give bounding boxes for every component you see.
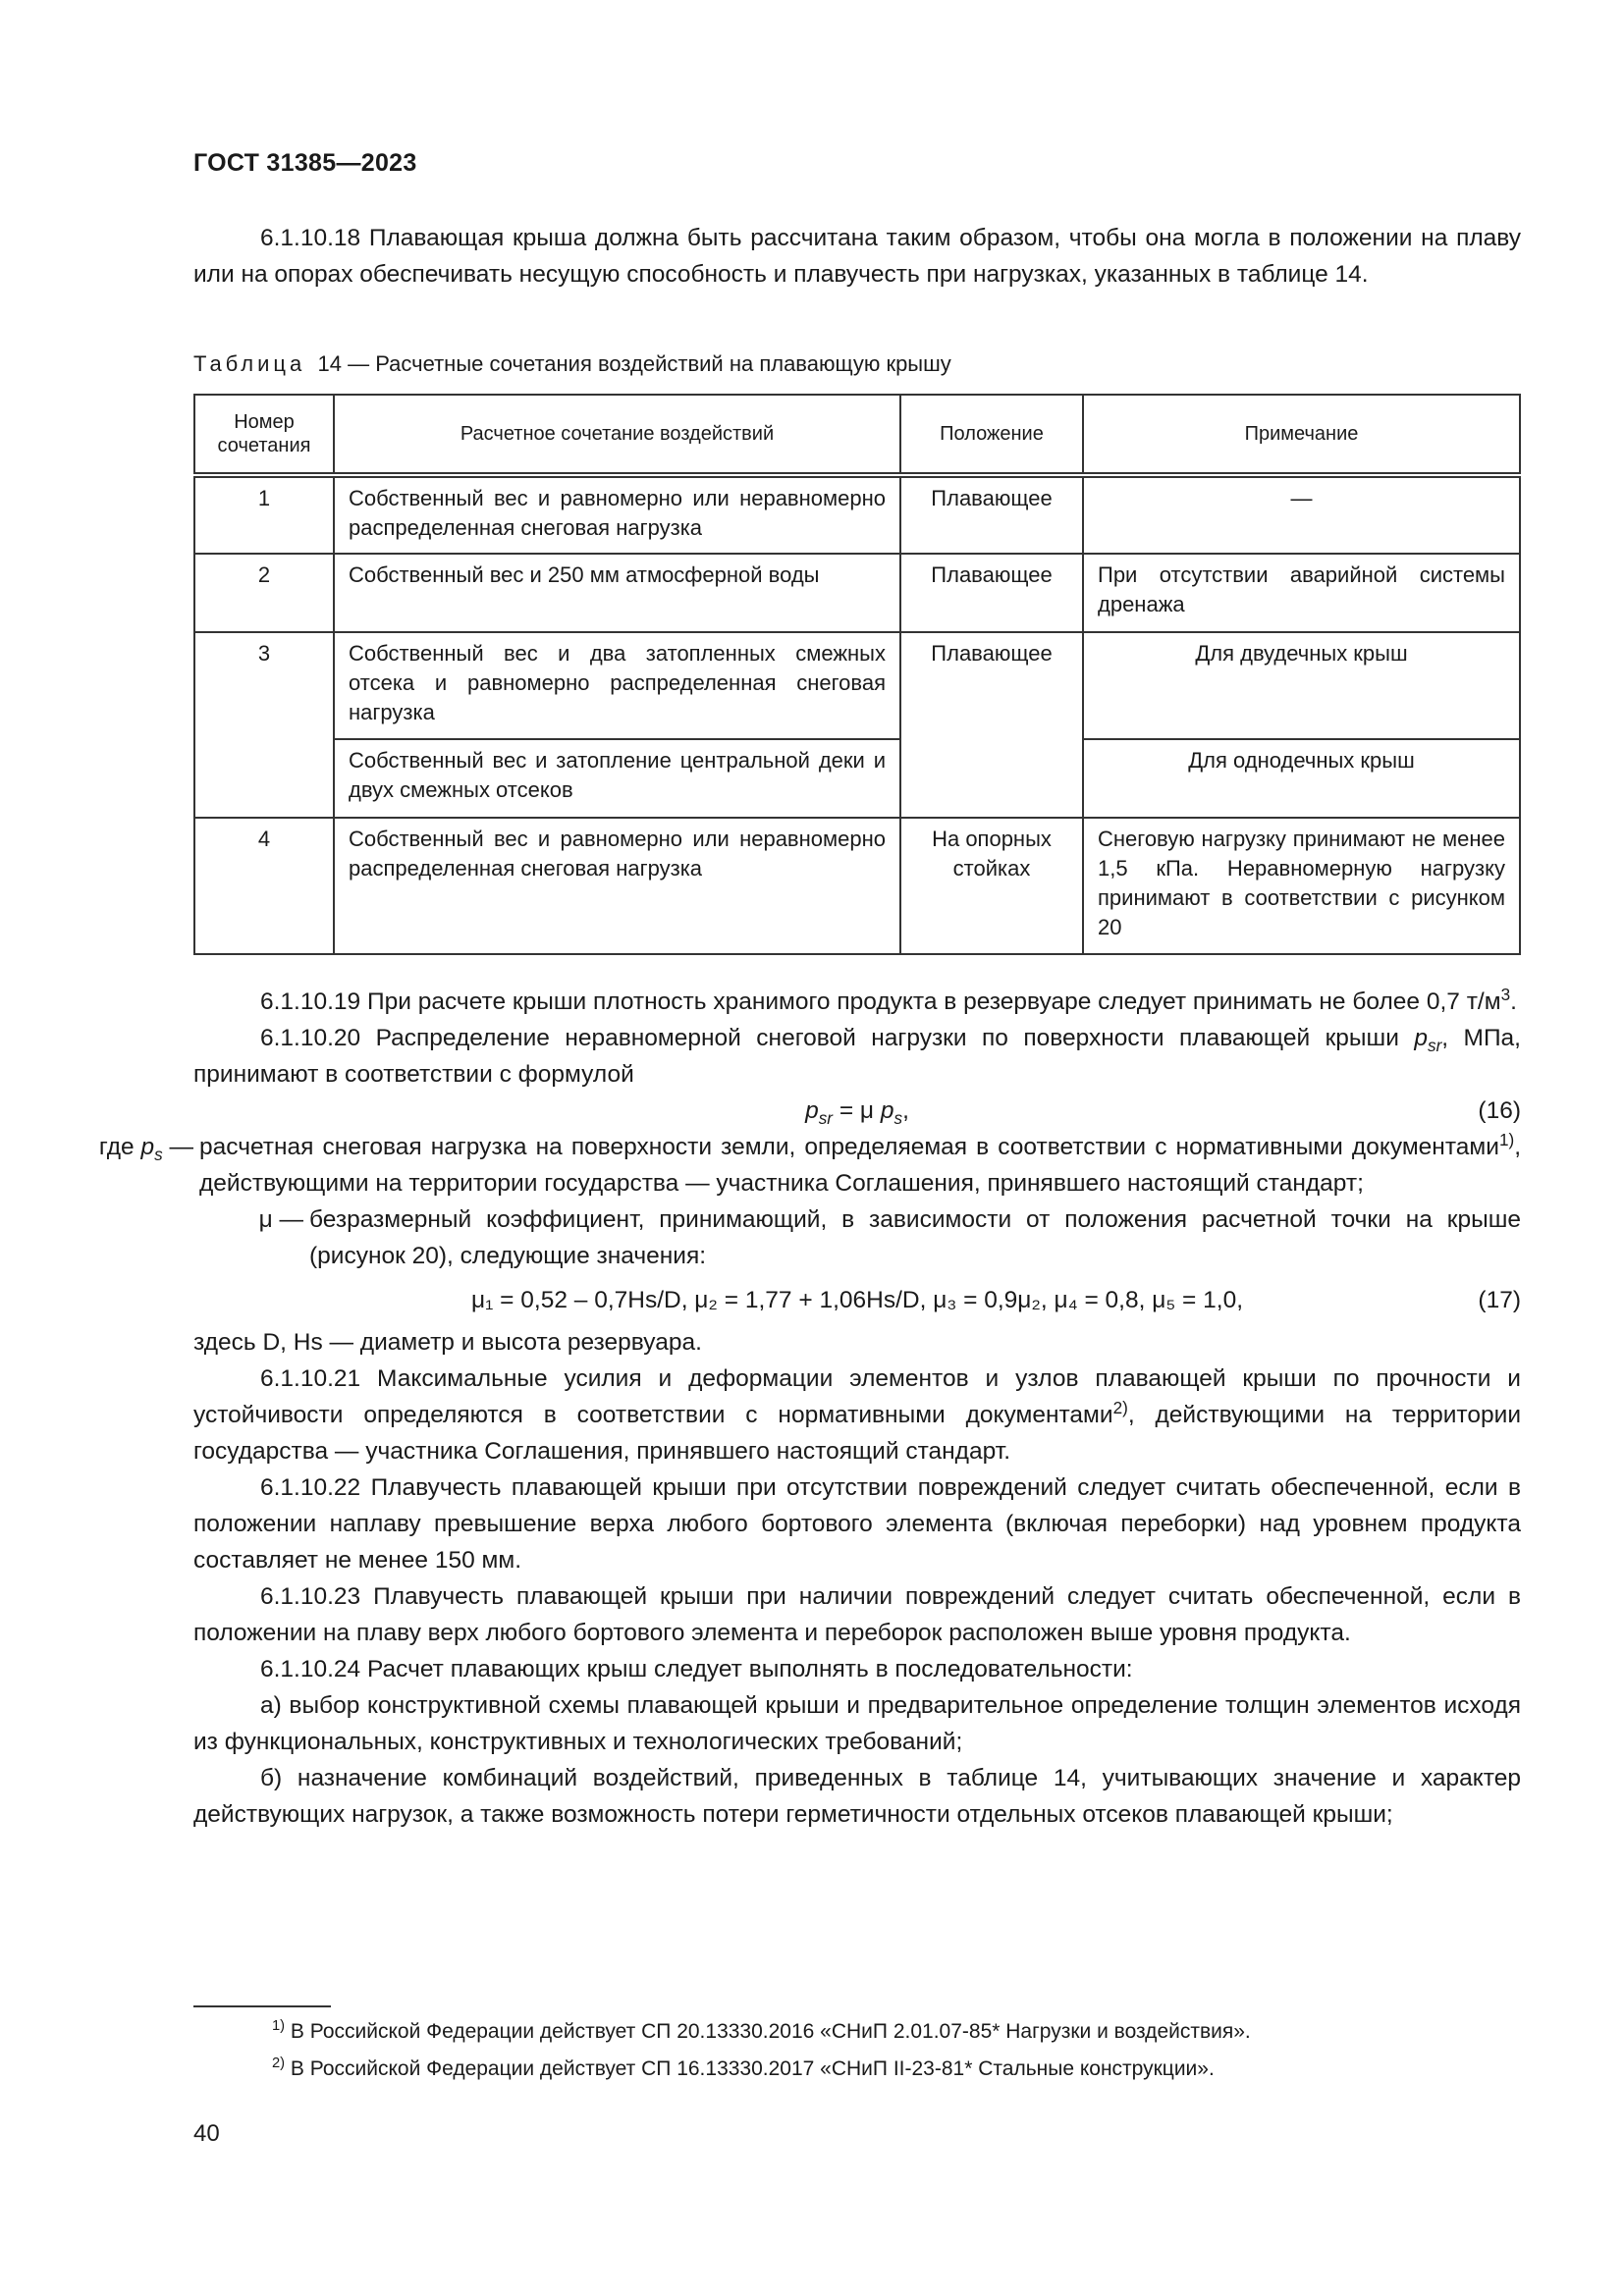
table-row <box>194 818 1520 954</box>
formula-number: (17) <box>1478 1287 1521 1313</box>
document-header: ГОСТ 31385—2023 <box>193 149 417 177</box>
header-note: Примечание <box>1083 395 1520 475</box>
section-6-1-10-18 <box>193 220 1521 293</box>
table-caption-text: 14 — Расчетные сочетания воздействий на плавающую крышу <box>317 351 951 376</box>
table-caption <box>193 351 951 377</box>
paragraph-6-1-10-23: 6.1.10.23 Плавучесть плавающей крыши при наличии повреждений следует считать обеспеченной, если в положении на плаву верх любого бортового элемента и переборок расположен выше уровня продукта. <box>193 1583 1521 1646</box>
footnote-1: $^{1)}$ В Российской Федерации действует СП 20.13330.2016 «СНиП 2.01.07-85* Нагрузки и воздействия». <box>272 2018 1251 2043</box>
cell-combination: Собственный вес и равномерно или неравномерно распределенная снеговая нагрузка <box>334 475 900 554</box>
list-item-b: б) назначение комбинаций воздействий, приведенных в таблице 14, учитывающих значение и характер действующих нагрузок, а также возможность потери герметичности отдельных отсеков плавающей крыши; <box>193 1765 1521 1828</box>
cell-note: — <box>1083 475 1520 554</box>
cell-number: 1 <box>194 475 334 554</box>
paragraph-6-1-10-22: 6.1.10.22 Плавучесть плавающей крыши при отсутствии повреждений следует считать обеспеченной, если в положении наплаву превышение верха любого бортового элемента (включая переборки) над уровнем продукта составляет не менее 150 мм. <box>193 1474 1521 1574</box>
page-number: 40 <box>193 2120 220 2147</box>
definition-ps: где $p_s$ — расчетная снеговая нагрузка на поверхности земли, определяемая в соответствии с нормативными документами$^{1)}$, действующими на территории государства — участника Соглашения, принявшего настоящий стандарт; <box>98 1129 1521 1197</box>
table-row <box>194 475 1520 554</box>
cell-combination: Собственный вес и 250 мм атмосферной воды <box>334 554 900 632</box>
cell-combination: Собственный вес и равномерно или неравномерно распределенная снеговая нагрузка <box>334 818 900 954</box>
table-row <box>194 739 1520 818</box>
cell-note: Для двудечных крыш <box>1083 632 1520 739</box>
section-body <box>98 984 1522 1833</box>
cell-position: Плавающее <box>900 554 1083 632</box>
cell-note: Для однодечных крыш <box>1083 739 1520 818</box>
table-caption-word: Таблица <box>193 351 306 376</box>
cell-combination: Собственный вес и затопление центральной деки и двух смежных отсеков <box>334 739 900 818</box>
list-item-a: а) выбор конструктивной схемы плавающей крыши и предварительное определение толщин элементов исходя из функциональных, конструктивных и технологических требований; <box>193 1692 1521 1755</box>
definition-mu: μ — безразмерный коэффициент, принимающий, в зависимости от положения расчетной точки на крыше (рисунок 20), следующие значения: <box>258 1206 1521 1269</box>
table-14 <box>193 394 1521 955</box>
cell-position: Плавающее <box>900 632 1083 818</box>
cell-number: 4 <box>194 818 334 954</box>
table-row <box>194 632 1520 739</box>
table-header-row <box>194 395 1520 475</box>
footnote-2: $^{2)}$ В Российской Федерации действует СП 16.13330.2017 «СНиП II-23-81* Стальные конструкции». <box>272 2056 1215 2080</box>
formula-16: $p_{sr} = \mu$ $p_s$, (16) <box>193 1093 1521 1129</box>
paragraph-here: здесь D, Hs — диаметр и высота резервуара. <box>193 1329 702 1356</box>
footnote-divider <box>193 2005 331 2007</box>
header-number: Номер сочетания <box>194 395 334 475</box>
cell-position: Плавающее <box>900 475 1083 554</box>
cell-note: При отсутствии аварийной системы дренажа <box>1083 554 1520 632</box>
cell-number: 3 <box>194 632 334 818</box>
cell-position: На опорных стойках <box>900 818 1083 954</box>
cell-note: Снеговую нагрузку принимают не менее 1,5 кПа. Неравномерную нагрузку принимают в соответствии с рисунком 20 <box>1083 818 1520 954</box>
formula-number: (16) <box>1478 1097 1521 1124</box>
paragraph-6-1-10-19: 6.1.10.19 При расчете крыши плотность хранимого продукта в резервуаре следует принимать не более 0,7 $т/м^3$. <box>260 984 1517 1015</box>
header-position: Положение <box>900 395 1083 475</box>
cell-combination: Собственный вес и два затопленных смежных отсека и равномерно распределенная снеговая нагрузка <box>334 632 900 739</box>
header-combination: Расчетное сочетание воздействий <box>334 395 900 475</box>
paragraph-6-1-10-20: 6.1.10.20 Распределение неравномерной снеговой нагрузки по поверхности плавающей крыши $p_{sr}$, МПа, принимают в соответствии с формулой <box>193 1025 1521 1088</box>
paragraph-6-1-10-21: 6.1.10.21 Максимальные усилия и деформации элементов и узлов плавающей крыши по прочности и устойчивости определяются в соответствии с нормативными документами$^{2)}$, действующими на территории государства — участника Соглашения, принявшего настоящий стандарт. <box>193 1365 1522 1465</box>
formula-17: μ₁ = 0,52 – 0,7Hs/D, μ₂ = 1,77 + 1,06Hs/D, μ₃ = 0,9μ₂, μ₄ = 0,8, μ₅ = 1,0, (17) <box>193 1282 1521 1318</box>
paragraph-6-1-10-18: 6.1.10.18 Плавающая крыша должна быть рассчитана таким образом, чтобы она могла в положении на плаву или на опорах обеспечивать несущую способность и плавучесть при нагрузках, указанных в таблице 14. <box>193 225 1521 288</box>
cell-number: 2 <box>194 554 334 632</box>
paragraph-6-1-10-24: 6.1.10.24 Расчет плавающих крыш следует выполнять в последовательности: <box>260 1656 1133 1682</box>
table-row <box>194 554 1520 632</box>
